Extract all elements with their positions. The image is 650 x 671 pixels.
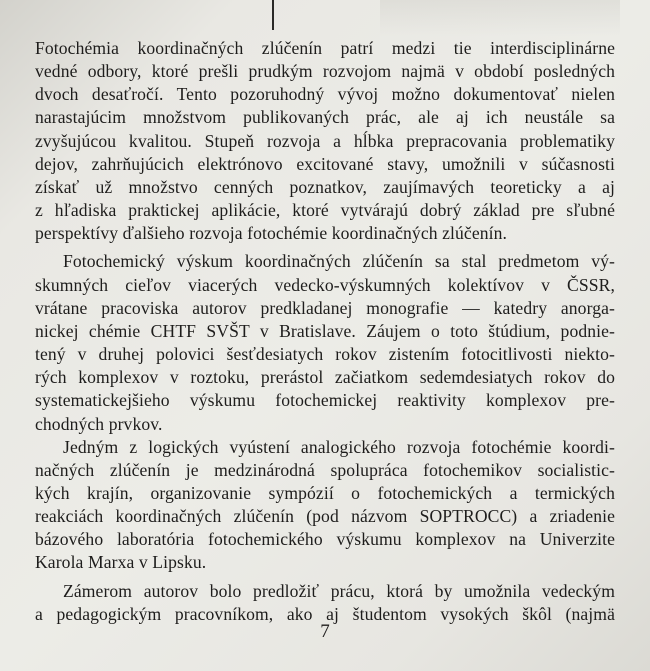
- text-line: a pedagogickým pracovníkom, ako aj študentom vysokých škôl (najmä: [35, 603, 615, 624]
- text-line: načných zlúčenín je medzinárodná spolupráca fotochemikov socialistic-: [35, 459, 615, 480]
- text-line: kých krajín, organizovanie sympózií o fotochemických a termických: [35, 482, 615, 503]
- text-line: reakciách koordinačných zlúčenín (pod názvom SOPTROCC) a zriadenie: [35, 506, 615, 527]
- text-line: skumných cieľov viacerých vedecko-výskumných kolektívov v ČSSR,: [35, 274, 615, 295]
- text-line: vedné odbory, ktoré prešli prudkým rozvojom najmä v období posledných: [35, 61, 615, 82]
- page-number: 7: [320, 621, 330, 642]
- body-text: [35, 37, 615, 626]
- binding-mark: [272, 0, 274, 30]
- text-line: perspektívy ďalšieho rozvoja fotochémie koordinačných zlúčenín.: [35, 223, 508, 244]
- text-line: chodných prvkov.: [35, 413, 163, 434]
- text-line: systematickejšieho výskumu fotochemickej reaktivity komplexov pre-: [35, 390, 615, 411]
- text-line: získať už množstvo cenných poznatkov, zaujímavých teoreticky a aj: [35, 176, 615, 197]
- text-line: dejov, zahrňujúcich elektrónovo excitované stavy, umožnili v súčasnosti: [35, 153, 615, 174]
- text-line: Zámerom autorov bolo predložiť prácu, ktorá by umožnila vedeckým: [63, 580, 615, 601]
- text-line: Fotochemický výskum koordinačných zlúčenín sa stal predmetom vý-: [63, 251, 615, 272]
- text-line: z hľadiska praktickej aplikácie, ktoré vytvárajú dobrý základ pre sľubné: [35, 200, 615, 221]
- text-line: vrátane pracoviska autorov predkladanej monografie — katedry anorga-: [35, 297, 615, 318]
- paragraph-intro: [35, 37, 615, 245]
- show-through-shadow: [380, 0, 620, 36]
- text-line: bázového laboratória fotochemického výskumu komplexov na Univerzite: [35, 529, 615, 550]
- paragraph-research: [35, 250, 615, 435]
- text-line: Jedným z logických vyústení analogického rozvoja fotochémie koordi-: [63, 436, 615, 457]
- text-line: nickej chémie CHTF SVŠT v Bratislave. Záujem o toto štúdium, podnie-: [35, 320, 615, 341]
- text-line: Fotochémia koordinačných zlúčenín patrí medzi tie interdisciplinárne: [35, 38, 615, 58]
- text-line: narastajúcim množstvom publikovaných prác, ale aj ich neustále sa: [35, 107, 615, 128]
- text-line: Karola Marxa v Lipsku.: [35, 552, 207, 573]
- paragraph-aim: [35, 580, 615, 626]
- paragraph-cooperation: [35, 436, 615, 575]
- text-line: rých komplexov v roztoku, prerástol začiatkom sedemdesiatych rokov do: [35, 367, 615, 388]
- text-line: zvyšujúcou kvalitou. Stupeň rozvoja a hĺbka prepracovania problematiky: [35, 130, 615, 151]
- text-line: tený v druhej polovici šesťdesiatych rokov zistením fotocitlivosti niekto-: [35, 344, 615, 365]
- text-line: dvoch desaťročí. Tento pozoruhodný vývoj možno dokumentovať nielen: [35, 84, 615, 105]
